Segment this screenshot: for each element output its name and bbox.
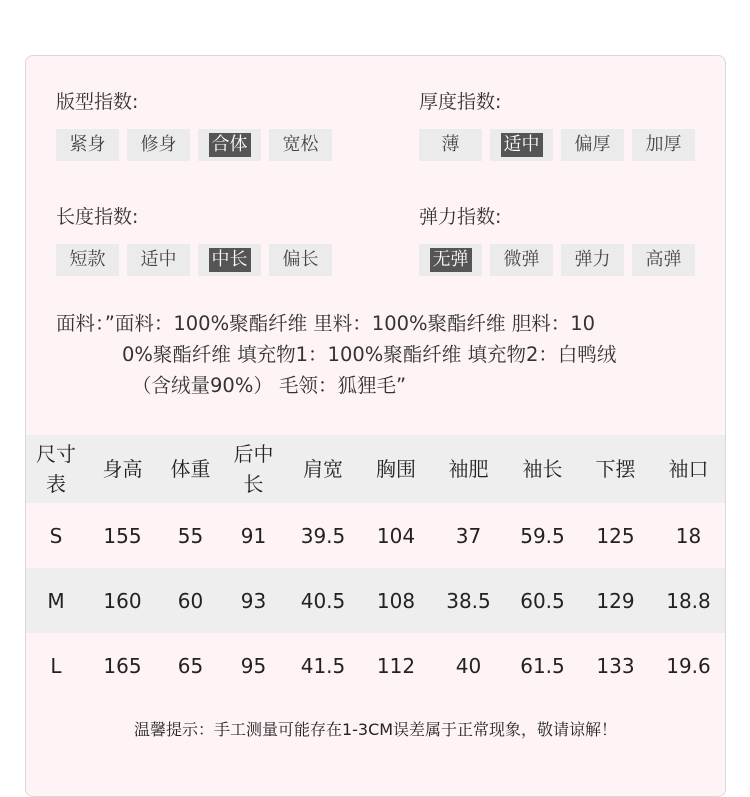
size-info-card — [25, 55, 726, 797]
thickness-option-thickish: 偏厚 — [561, 129, 624, 161]
cell-hem: 133 — [596, 653, 635, 678]
table-row — [26, 633, 725, 698]
length-option-medium: 适中 — [127, 244, 190, 276]
length-index — [56, 204, 332, 276]
cell-back-length: 91 — [240, 523, 267, 548]
fabric-line-1: 面料：”面料：100%聚酯纤维 里料：100%聚酯纤维 胆料：10 — [56, 312, 596, 335]
size-table — [26, 435, 725, 698]
elasticity-option-slight: 微弹 — [490, 244, 553, 276]
cell-sleeve-length: 60.5 — [506, 568, 579, 633]
cell-weight: 60 — [159, 568, 222, 633]
fabric-description — [56, 308, 696, 401]
elasticity-index — [419, 204, 695, 276]
fabric-line-3: （含绒量90%） 毛领：狐狸毛” — [132, 374, 407, 397]
thickness-option-medium-selected: 适中 — [490, 129, 553, 161]
cell-size: M — [26, 568, 86, 633]
fabric-line-2: 0%聚酯纤维 填充物1：100%聚酯纤维 填充物2：白鸭绒 — [122, 343, 617, 366]
cell-cuff: 19.6 — [666, 653, 711, 678]
elasticity-option-none-selected: 无弹 — [419, 244, 482, 276]
elasticity-index-label: 弹力指数: — [419, 206, 502, 228]
cell-hem: 125 — [596, 523, 635, 548]
length-option-short: 短款 — [56, 244, 119, 276]
thickness-option-thin: 薄 — [419, 129, 482, 161]
table-row — [26, 503, 725, 568]
thickness-index-label: 厚度指数: — [419, 91, 502, 113]
length-option-long: 偏长 — [269, 244, 332, 276]
size-table-header — [26, 435, 725, 503]
cell-size: S — [49, 523, 63, 548]
length-option-midlong-selected: 中长 — [198, 244, 261, 276]
cell-weight: 55 — [177, 523, 204, 548]
cell-back-length: 93 — [222, 568, 285, 633]
fit-option-tight: 紧身 — [56, 129, 119, 161]
cell-sleeve-width: 40 — [455, 653, 482, 678]
cell-shoulder: 41.5 — [300, 653, 346, 678]
cell-weight: 65 — [177, 653, 204, 678]
cell-sleeve-length: 61.5 — [520, 653, 565, 678]
cell-back-length: 95 — [240, 653, 267, 678]
cell-chest: 108 — [361, 568, 431, 633]
cell-chest: 112 — [376, 653, 416, 678]
header-cuff: 袖口 — [652, 435, 725, 503]
fit-option-loose: 宽松 — [269, 129, 332, 161]
table-row — [26, 568, 725, 633]
fit-option-regular-selected: 合体 — [198, 129, 261, 161]
cell-sleeve-width: 37 — [455, 523, 482, 548]
cell-sleeve-width: 38.5 — [431, 568, 506, 633]
cell-cuff: 18 — [675, 523, 702, 548]
header-back-length: 后中 长 — [222, 435, 285, 503]
header-height: 身高 — [86, 435, 159, 503]
thickness-index — [419, 89, 695, 161]
measurement-tip: 温馨提示：手工测量可能存在1-3CM误差属于正常现象，敬请谅解！ — [133, 720, 618, 739]
cell-height: 165 — [103, 653, 142, 678]
header-sleeve-length: 袖长 — [506, 435, 579, 503]
cell-height: 160 — [86, 568, 159, 633]
header-hem: 下摆 — [579, 435, 652, 503]
fit-index-label: 版型指数: — [56, 91, 139, 113]
length-index-label: 长度指数: — [56, 206, 139, 228]
header-sleeve-width: 袖肥 — [431, 435, 506, 503]
cell-cuff: 18.8 — [652, 568, 725, 633]
fit-index — [56, 89, 332, 161]
header-shoulder: 肩宽 — [285, 435, 361, 503]
cell-shoulder: 40.5 — [285, 568, 361, 633]
elasticity-option-high: 高弹 — [632, 244, 695, 276]
elasticity-option-stretch: 弹力 — [561, 244, 624, 276]
thickness-option-thick: 加厚 — [632, 129, 695, 161]
header-size: 尺寸 表 — [26, 435, 86, 503]
cell-height: 155 — [103, 523, 142, 548]
cell-chest: 104 — [376, 523, 416, 548]
cell-size: L — [50, 653, 62, 678]
header-chest: 胸围 — [361, 435, 431, 503]
cell-hem: 129 — [579, 568, 652, 633]
header-weight: 体重 — [159, 435, 222, 503]
cell-sleeve-length: 59.5 — [520, 523, 565, 548]
fit-option-slim: 修身 — [127, 129, 190, 161]
cell-shoulder: 39.5 — [300, 523, 346, 548]
